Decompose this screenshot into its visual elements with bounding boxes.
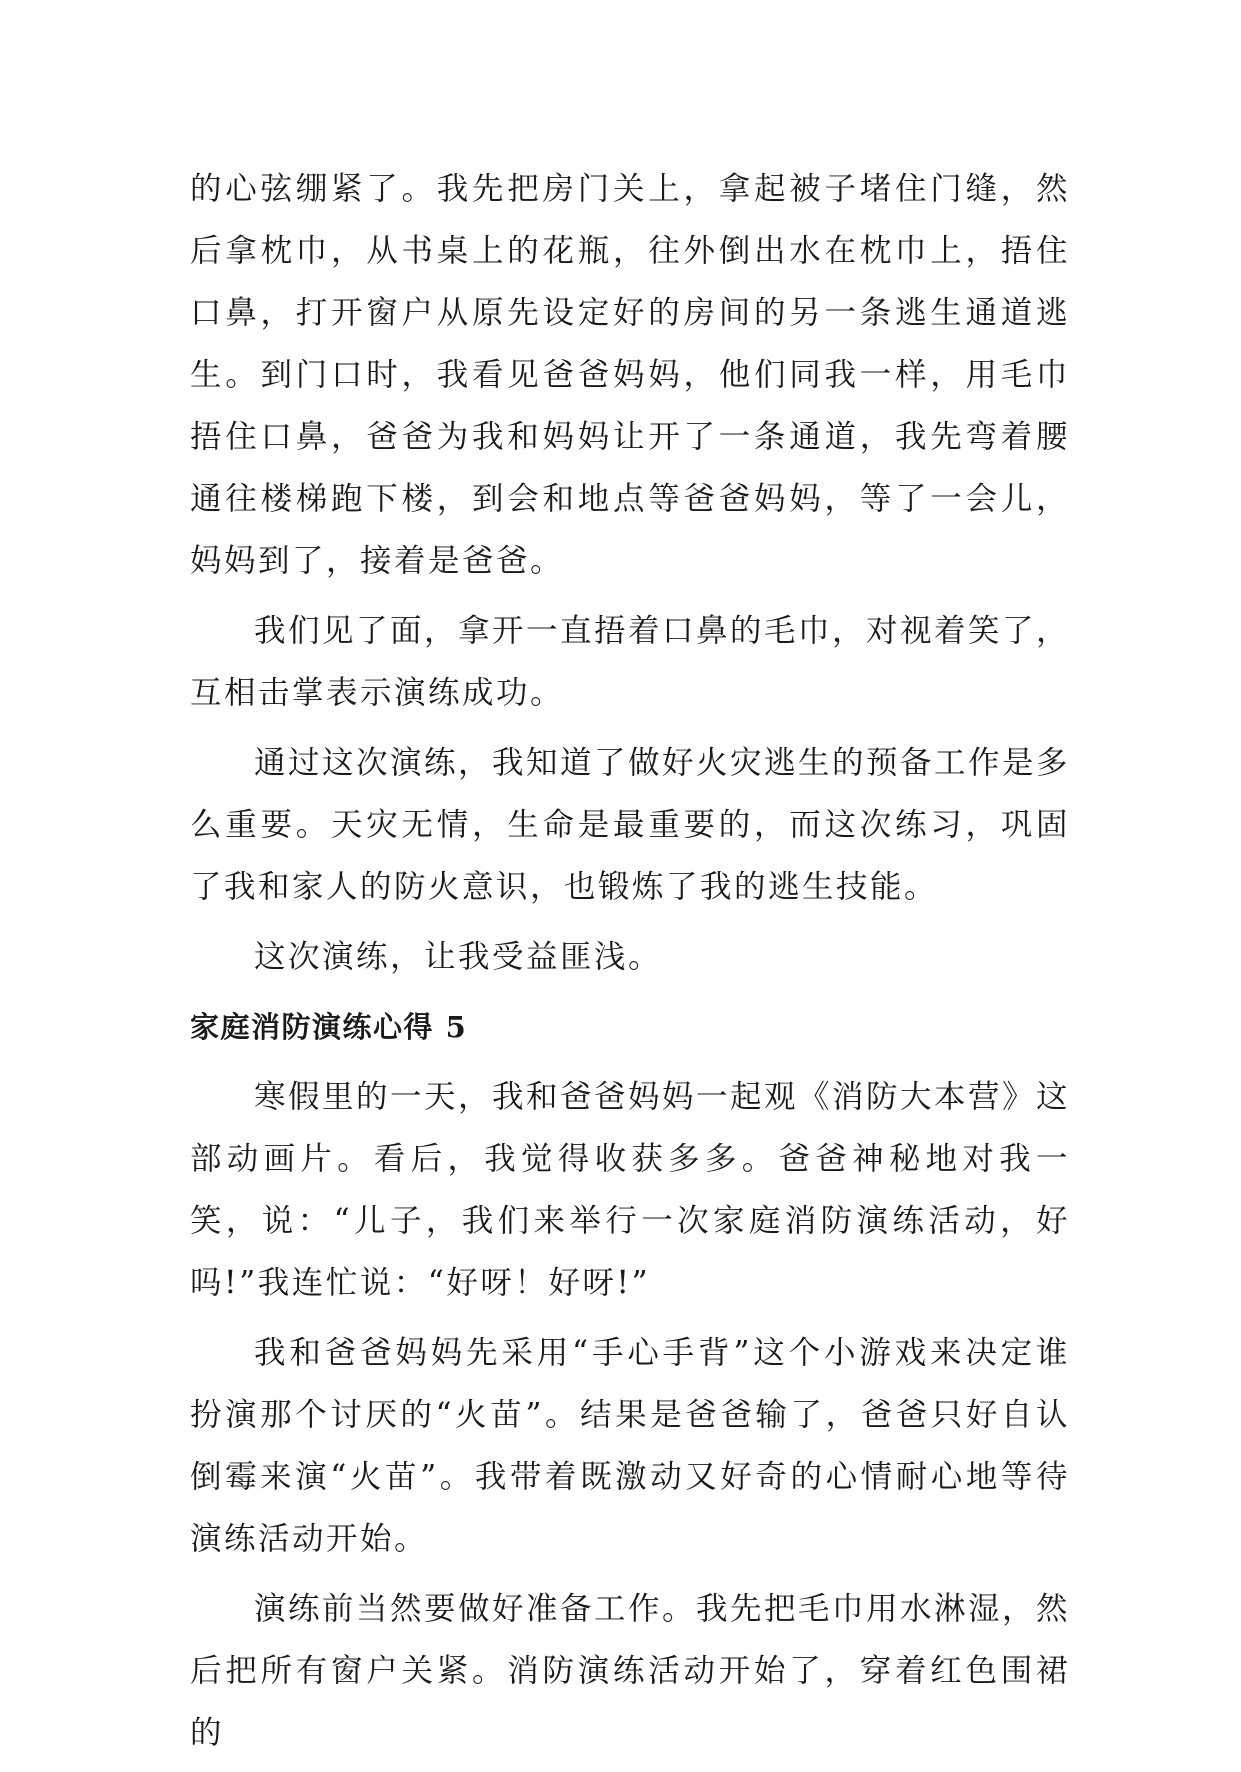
paragraph-3: 通过这次演练，我知道了做好火灾逃生的预备工作是多么重要。天灾无情，生命是最重要的，而这次练习，巩固了我和家人的防火意识，也锻炼了我的逃生技能。	[190, 745, 1071, 905]
section-heading: 家庭消防演练心得 5	[190, 1010, 468, 1044]
paragraph-4: 这次演练，让我受益匪浅。	[254, 939, 663, 975]
paragraph-2: 我们见了面，拿开一直捂着口鼻的毛巾，对视着笑了，互相击掌表示演练成功。	[190, 613, 1071, 711]
document-body	[190, 158, 1070, 1772]
section-paragraph-1: 寒假里的一天，我和爸爸妈妈一起观《消防大本营》这部动画片。看后，我觉得收获多多。爸爸神秘地对我一笑，说：“儿子，我们来举行一次家庭消防演练活动，好吗!”我连忙说：“好呀！好呀!”	[190, 1079, 1071, 1301]
section-paragraph-2: 我和爸爸妈妈先采用“手心手背”这个小游戏来决定谁扮演那个讨厌的“火苗”。结果是爸爸输了，爸爸只好自认倒霉来演“火苗”。我带着既激动又好奇的心情耐心地等待演练活动开始。	[190, 1335, 1070, 1557]
section-paragraph-3: 演练前当然要做好准备工作。我先把毛巾用水淋湿，然后把所有窗户关紧。消防演练活动开始了，穿着红色围裙的	[190, 1591, 1071, 1751]
paragraph-1: 的心弦绷紧了。我先把房门关上，拿起被子堵住门缝，然后拿枕巾，从书桌上的花瓶，往外倒出水在枕巾上，捂住口鼻，打开窗户从原先设定好的房间的另一条逃生通道逃生。到门口时，我看见爸爸妈妈，他们同我一样，用毛巾捂住口鼻，爸爸为我和妈妈让开了一条通道，我先弯着腰通往楼梯跑下楼，到会和地点等爸爸妈妈，等了一会儿，妈妈到了，接着是爸爸。	[190, 171, 1070, 579]
